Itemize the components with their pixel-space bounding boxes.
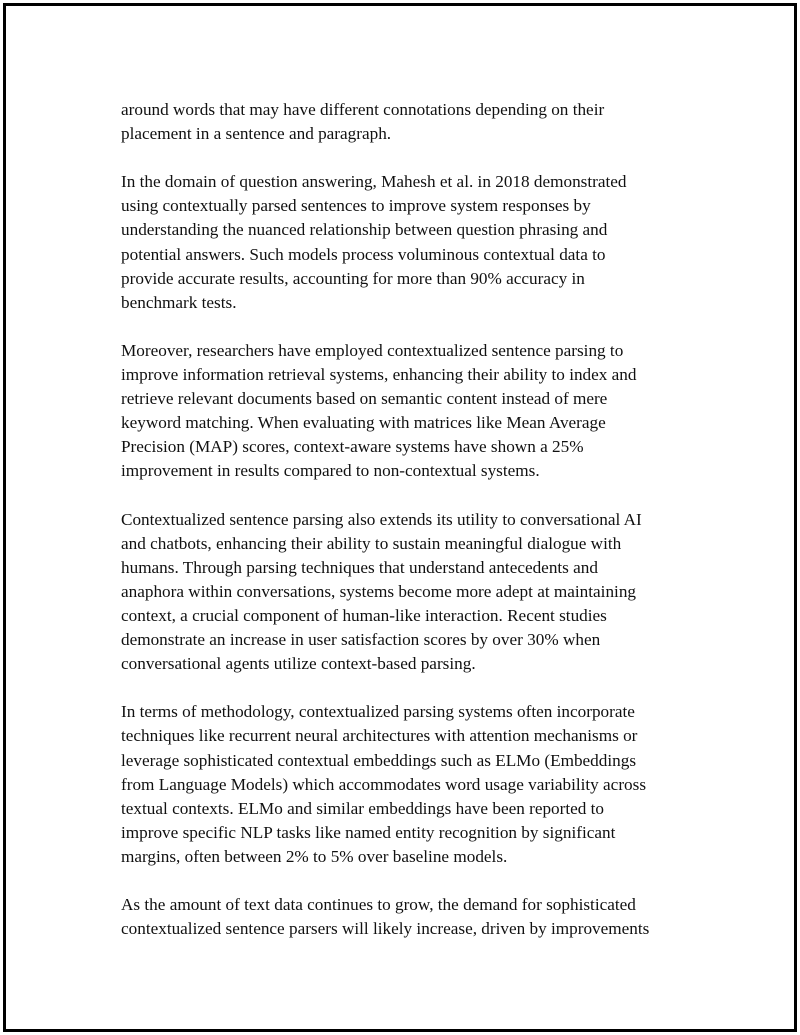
text-line: provide accurate results, accounting for more than 90% accuracy in xyxy=(121,268,585,288)
paragraph-2 xyxy=(121,170,701,315)
text-line: improve specific NLP tasks like named entity recognition by significant xyxy=(121,822,616,842)
text-line: contextualized sentence parsers will likely increase, driven by improvements xyxy=(121,919,650,939)
text-line: Contextualized sentence parsing also extends its utility to conversational AI xyxy=(121,509,642,529)
text-line: Moreover, researchers have employed contextualized sentence parsing to xyxy=(121,340,624,360)
text-line: conversational agents utilize context-based parsing. xyxy=(121,654,476,674)
text-line: In terms of methodology, contextualized parsing systems often incorporate xyxy=(121,702,635,722)
text-line: placement in a sentence and paragraph. xyxy=(121,124,392,144)
text-line: around words that may have different connotations depending on their xyxy=(121,100,605,119)
text-line: In the domain of question answering, Mahesh et al. in 2018 demonstrated xyxy=(121,172,627,192)
text-line: demonstrate an increase in user satisfaction scores by over 30% when xyxy=(121,630,601,650)
paragraph-1 xyxy=(121,98,701,146)
text-line: Precision (MAP) scores, context-aware systems have shown a 25% xyxy=(121,437,584,457)
text-line: humans. Through parsing techniques that understand antecedents and xyxy=(121,557,598,577)
text-line: techniques like recurrent neural architectures with attention mechanisms or xyxy=(121,726,638,746)
paragraph-3 xyxy=(121,339,701,484)
text-line: improvement in results compared to non-contextual systems. xyxy=(121,461,540,481)
paragraph-5 xyxy=(121,700,701,869)
text-line: leverage sophisticated contextual embeddings such as ELMo (Embeddings xyxy=(121,750,637,770)
text-line: and chatbots, enhancing their ability to sustain meaningful dialogue with xyxy=(121,533,622,553)
text-line: margins, often between 2% to 5% over baseline models. xyxy=(121,846,508,866)
text-line: As the amount of text data continues to grow, the demand for sophisticated xyxy=(121,895,636,915)
text-line: from Language Models) which accommodates word usage variability across xyxy=(121,774,647,794)
text-line: benchmark tests. xyxy=(121,292,237,312)
text-line: anaphora within conversations, systems become more adept at maintaining xyxy=(121,581,637,601)
text-line: keyword matching. When evaluating with matrices like Mean Average xyxy=(121,413,606,433)
document-body xyxy=(121,98,701,965)
paragraph-4 xyxy=(121,508,701,677)
text-line: understanding the nuanced relationship between question phrasing and xyxy=(121,220,608,240)
text-line: using contextually parsed sentences to improve system responses by xyxy=(121,196,591,216)
text-line: potential answers. Such models process voluminous contextual data to xyxy=(121,244,606,264)
text-line: retrieve relevant documents based on semantic content instead of mere xyxy=(121,389,608,409)
paragraph-6 xyxy=(121,893,701,941)
text-line: improve information retrieval systems, enhancing their ability to index and xyxy=(121,365,637,385)
text-line: context, a crucial component of human-like interaction. Recent studies xyxy=(121,605,607,625)
text-line: textual contexts. ELMo and similar embeddings have been reported to xyxy=(121,798,605,818)
page-frame xyxy=(3,3,797,1032)
